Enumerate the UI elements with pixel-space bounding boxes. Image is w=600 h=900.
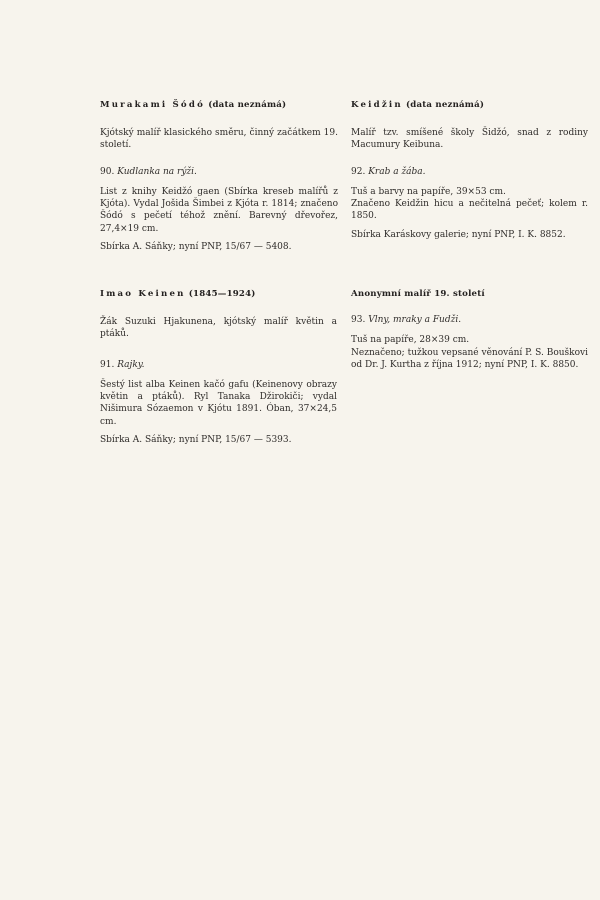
item-heading [100, 359, 337, 371]
artist-heading [351, 100, 588, 111]
item-title: Vlny, mraky a Fudži. [368, 315, 462, 325]
entry-imao-keinen [100, 289, 337, 446]
artist-name: Keidžin [351, 100, 403, 110]
item-description: Tuš na papíře, 28×39 cm. [351, 335, 470, 346]
item-heading [351, 166, 588, 178]
item-number: 91. [100, 359, 115, 370]
artist-heading: Anonymní malíř 19. století [351, 289, 485, 299]
item-collection: Sbírka A. Sáňky; nyní PNP, 15/67 — 5393. [100, 435, 292, 446]
item-description: Šestý list alba Keinen kačó gafu (Keinenovy obrazy květin a ptáků). Ryl Tanaka Džirokiči; vydal Nišimura Sózaemon v Kjótu 1891. Óban, 37×24,5 cm. [100, 379, 337, 427]
artist-bio: Kjótský malíř klasického směru, činný začátkem 19. století. [100, 128, 338, 151]
entry-murakami-sodo [100, 100, 338, 253]
item-title: Krab a žába. [368, 166, 426, 177]
item-number: 90. [100, 166, 115, 177]
entry-keidzin [351, 100, 588, 241]
item-number: 93. [351, 315, 366, 325]
artist-heading [100, 289, 337, 300]
item-collection: Sbírka A. Sáňky; nyní PNP, 15/67 — 5408. [100, 242, 292, 253]
artist-heading [100, 100, 338, 111]
entry-anonymous [351, 289, 588, 371]
artist-name: Murakami Šódó [100, 100, 206, 110]
artist-dates: (data neznámá) [402, 100, 485, 110]
artist-dates: (data neznámá) [205, 100, 287, 110]
item-title: Rajky. [117, 359, 145, 370]
item-title: Kudlanka na rýži. [117, 166, 197, 177]
item-description-2: Značeno Keidžin hicu a nečitelná pečeť; kolem r. 1850. [351, 199, 588, 222]
item-heading [351, 314, 588, 326]
item-description: Tuš a barvy na papíře, 39×53 cm. [351, 186, 506, 197]
artist-dates: (1845—1924) [185, 289, 256, 299]
artist-bio: Malíř tzv. smíšené školy Šidžó, snad z rodiny Macumury Keibuna. [351, 128, 588, 151]
item-heading [100, 166, 338, 178]
artist-bio: Žák Suzuki Hjakunena, kjótský malíř květin a ptáků. [100, 317, 337, 340]
artist-name: Imao Keinen [100, 289, 186, 299]
item-description-2: Neznačeno; tužkou vepsané věnování P. S. Bouškovi od Dr. J. Kurtha z října 1912; nyní PNP, I. K. 8850. [351, 347, 588, 370]
item-number: 92. [351, 166, 366, 177]
item-description: List z knihy Keidžó gaen (Sbírka kreseb malířů z Kjóta). Vydal Jošida Šimbei z Kjóta r. 1814; značeno Šódó s pečetí téhož znění. Barevný dřevořez, 27,4×19 cm. [100, 186, 338, 234]
item-collection: Sbírka Karáskovy galerie; nyní PNP, I. K. 8852. [351, 229, 566, 240]
